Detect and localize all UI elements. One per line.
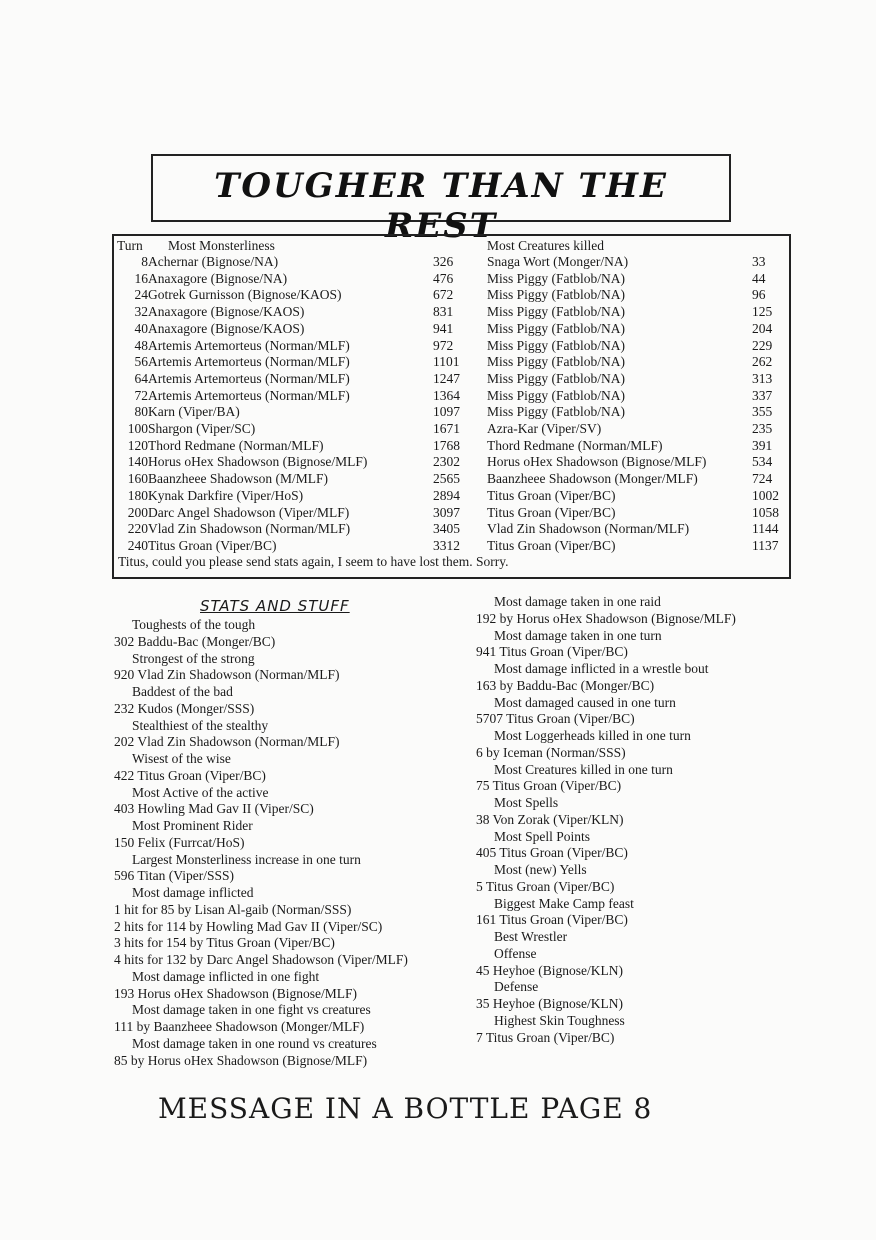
monsterliness-name-cell: Artemis Artemorteus (Norman/MLF): [148, 354, 350, 370]
creatures-value-cell: 1002: [752, 487, 779, 503]
stat-category: Most damage taken in one raid: [494, 594, 661, 609]
creatures-name-cell: Miss Piggy (Fatblob/NA): [487, 387, 626, 403]
monsterliness-name-cell: Anaxagore (Bignose/KAOS): [148, 304, 305, 320]
monsterliness-value-cell: 1671: [433, 421, 460, 436]
monsterliness-name-cell: Baanzheee Shadowson (M/MLF): [148, 471, 328, 487]
stat-entry: 38 Von Zorak (Viper/KLN): [476, 811, 624, 827]
monsterliness-name-cell: Anaxagore (Bignose/NA): [148, 270, 288, 286]
stat-category: Most (new) Yells: [494, 862, 587, 877]
monsterliness-name-cell: Artemis Artemorteus (Norman/MLF): [148, 387, 350, 403]
creatures-value-cell: 44: [752, 270, 766, 286]
table-row: [114, 488, 789, 504]
creatures-value-cell: 229: [752, 337, 773, 353]
stat-entry: 85 by Horus oHex Shadowson (Bignose/MLF): [114, 1052, 368, 1068]
stat-category: Most Active of the active: [132, 784, 269, 800]
monsterliness-value-cell: 1101: [433, 354, 460, 370]
stat-category: Most damage taken in one turn: [494, 627, 662, 643]
creatures-name-cell: Thord Redmane (Norman/MLF): [487, 437, 663, 453]
table-row: [114, 421, 789, 437]
monsterliness-name-cell: Thord Redmane (Norman/MLF): [148, 437, 324, 453]
turn-cell: 160: [127, 471, 148, 487]
turn-cell: 72: [134, 387, 148, 403]
table-row: [114, 454, 789, 470]
stat-entry: 163 by Baddu-Bac (Monger/BC): [476, 677, 655, 693]
turn-cell: 56: [134, 354, 148, 370]
monsterliness-value-cell: 3312: [433, 537, 460, 553]
monsterliness-name-cell: Gotrek Gurnisson (Bignose/KAOS): [148, 287, 342, 303]
table-row: [114, 287, 789, 303]
creatures-name-cell: Miss Piggy (Fatblob/NA): [487, 304, 626, 320]
table-row: [114, 388, 789, 404]
creatures-name-cell: Miss Piggy (Fatblob/NA): [487, 270, 626, 286]
table-header-row: [114, 238, 789, 254]
creatures-name-cell: Miss Piggy (Fatblob/NA): [487, 354, 626, 370]
table-row: [114, 354, 789, 370]
creatures-value-cell: 235: [752, 421, 773, 436]
monsterliness-value-cell: 672: [433, 287, 454, 303]
turn-cell: 240: [127, 537, 148, 553]
stat-category: Most Spells: [494, 795, 559, 810]
stat-entry: 5 Titus Groan (Viper/BC): [476, 878, 615, 894]
stat-category: Most damaged caused in one turn: [494, 694, 676, 710]
turn-cell: 48: [134, 337, 148, 353]
page-title: TOUGHER THAN THE REST: [214, 166, 668, 246]
stat-entry: 232 Kudos (Monger/SSS): [114, 700, 255, 716]
stat-category: Baddest of the bad: [132, 684, 233, 699]
table-footnote: Titus, could you please send stats again, I seem to have lost them. Sorry.: [118, 554, 509, 569]
table-row: [114, 304, 789, 320]
turn-cell: 64: [134, 370, 148, 386]
creatures-value-cell: 724: [752, 471, 773, 487]
turn-cell: 80: [134, 404, 148, 420]
stat-category: Most damage inflicted: [132, 885, 254, 900]
stat-category: Biggest Make Camp feast: [494, 895, 634, 911]
stat-category: Toughests of the tough: [132, 617, 256, 632]
table-row: [114, 321, 789, 337]
monsterliness-name-cell: Anaxagore (Bignose/KAOS): [148, 320, 305, 336]
monsterliness-value-cell: 1097: [433, 404, 460, 420]
creatures-name-cell: Titus Groan (Viper/BC): [487, 504, 616, 520]
monsterliness-name-cell: Darc Angel Shadowson (Viper/MLF): [148, 504, 350, 520]
stat-entry: 6 by Iceman (Norman/SSS): [476, 744, 626, 760]
monsterliness-name-cell: Achernar (Bignose/NA): [148, 254, 279, 269]
creatures-value-cell: 33: [752, 254, 766, 269]
stat-entry: 941 Titus Groan (Viper/BC): [476, 644, 628, 660]
stat-entry: 403 Howling Mad Gav II (Viper/SC): [114, 801, 314, 817]
stat-category: Stealthiest of the stealthy: [132, 717, 269, 733]
creatures-name-cell: Miss Piggy (Fatblob/NA): [487, 404, 626, 420]
stat-category: Most damage inflicted in a wrestle bout: [494, 661, 709, 676]
monsterliness-value-cell: 326: [433, 254, 454, 269]
stat-category: Highest Skin Toughness: [494, 1012, 625, 1028]
stat-entry: 161 Titus Groan (Viper/BC): [476, 912, 628, 928]
table-row: [114, 271, 789, 287]
monsterliness-name-cell: Kynak Darkfire (Viper/HoS): [148, 487, 304, 503]
monsterliness-value-cell: 2302: [433, 454, 460, 470]
monsterliness-name-cell: Karn (Viper/BA): [148, 404, 240, 420]
monsterliness-name-cell: Titus Groan (Viper/BC): [148, 537, 277, 553]
turn-cell: 40: [134, 320, 148, 336]
table-row: [114, 538, 789, 554]
stat-entry: 2 hits for 114 by Howling Mad Gav II (Viper/SC): [114, 918, 383, 934]
stat-entry: 111 by Baanzheee Shadowson (Monger/MLF): [114, 1019, 365, 1034]
creatures-value-cell: 313: [752, 370, 773, 386]
table-row: [114, 438, 789, 454]
monsterliness-name-cell: Artemis Artemorteus (Norman/MLF): [148, 337, 350, 353]
creatures-value-cell: 96: [752, 287, 766, 303]
stat-category: Most damage taken in one round vs creatures: [132, 1035, 377, 1051]
stat-entry: 150 Felix (Furrcat/HoS): [114, 834, 245, 850]
creatures-name-cell: Titus Groan (Viper/BC): [487, 537, 616, 553]
creatures-value-cell: 1144: [752, 521, 779, 537]
monsterliness-value-cell: 831: [433, 304, 454, 320]
turn-header: Turn: [117, 238, 143, 253]
stat-category: Largest Monsterliness increase in one turn: [132, 851, 361, 867]
stat-category: Most Prominent Rider: [132, 818, 253, 833]
monsterliness-header: Most Monsterliness: [168, 238, 275, 253]
creatures-value-cell: 262: [752, 354, 773, 370]
monsterliness-value-cell: 1768: [433, 437, 460, 453]
table-row: [114, 254, 789, 270]
turn-cell: 120: [127, 437, 148, 453]
creatures-value-cell: 1137: [752, 537, 779, 553]
creatures-name-cell: Snaga Wort (Monger/NA): [487, 254, 629, 269]
turn-cell: 16: [134, 270, 148, 286]
monsterliness-name-cell: Shargon (Viper/SC): [148, 421, 256, 436]
table-row: [114, 521, 789, 537]
turn-cell: 180: [127, 487, 148, 503]
table-row: [114, 505, 789, 521]
creatures-name-cell: Vlad Zin Shadowson (Norman/MLF): [487, 521, 690, 537]
stat-category: Most damage inflicted in one fight: [132, 968, 320, 984]
stat-entry: 4 hits for 132 by Darc Angel Shadowson (Viper/MLF): [114, 952, 408, 967]
monsterliness-value-cell: 3405: [433, 521, 460, 537]
monsterliness-value-cell: 476: [433, 270, 454, 286]
stat-category: Strongest of the strong: [132, 650, 255, 666]
creatures-name-cell: Miss Piggy (Fatblob/NA): [487, 337, 626, 353]
stats-right-column: [476, 594, 736, 1046]
creatures-value-cell: 337: [752, 387, 773, 403]
monsterliness-value-cell: 3097: [433, 504, 460, 520]
creatures-value-cell: 391: [752, 437, 773, 453]
turn-cell: 24: [134, 287, 148, 303]
monsterliness-name-cell: Vlad Zin Shadowson (Norman/MLF): [148, 521, 351, 537]
turn-cell: 220: [127, 521, 148, 537]
stat-entry: 1 hit for 85 by Lisan Al-gaib (Norman/SSS): [114, 901, 352, 917]
monsterliness-value-cell: 941: [433, 320, 454, 336]
turn-cell: 200: [127, 504, 148, 520]
stat-entry: 920 Vlad Zin Shadowson (Norman/MLF): [114, 667, 340, 683]
stat-category: Wisest of the wise: [132, 751, 231, 766]
monsterliness-value-cell: 2565: [433, 471, 460, 487]
monsterliness-value-cell: 1364: [433, 387, 460, 403]
stat-category: Best Wrestler: [494, 929, 568, 944]
stat-entry: 302 Baddu-Bac (Monger/BC): [114, 633, 276, 649]
monsterliness-value-cell: 972: [433, 337, 454, 353]
stat-entry: 596 Titan (Viper/SSS): [114, 868, 234, 884]
creatures-name-cell: Miss Piggy (Fatblob/NA): [487, 287, 626, 303]
stat-entry: 193 Horus oHex Shadowson (Bignose/MLF): [114, 985, 357, 1001]
turn-cell: 140: [127, 454, 148, 470]
turn-cell: 32: [134, 304, 148, 320]
monsterliness-value-cell: 1247: [433, 370, 460, 386]
creatures-value-cell: 125: [752, 304, 773, 320]
monsterliness-value-cell: 2894: [433, 487, 460, 503]
monsterliness-name-cell: Horus oHex Shadowson (Bignose/MLF): [148, 454, 368, 470]
creatures-value-cell: 355: [752, 404, 773, 420]
table-row: [114, 404, 789, 420]
stat-category: Offense: [494, 945, 537, 961]
table-row: [114, 338, 789, 354]
turn-cell: 8: [141, 254, 148, 269]
creatures-value-cell: 1058: [752, 504, 779, 520]
monsterliness-name-cell: Artemis Artemorteus (Norman/MLF): [148, 370, 350, 386]
table-row: [114, 371, 789, 387]
creatures-name-cell: Miss Piggy (Fatblob/NA): [487, 370, 626, 386]
creatures-name-cell: Azra-Kar (Viper/SV): [487, 421, 602, 436]
stat-entry: 35 Heyhoe (Bignose/KLN): [476, 996, 623, 1011]
stat-entry: 192 by Horus oHex Shadowson (Bignose/MLF): [476, 610, 736, 626]
stat-category: Most damage taken in one fight vs creatures: [132, 1002, 371, 1018]
stat-entry: 3 hits for 154 by Titus Groan (Viper/BC): [114, 935, 335, 951]
stat-entry: 202 Vlad Zin Shadowson (Norman/MLF): [114, 734, 340, 750]
creatures-value-cell: 204: [752, 320, 773, 336]
page-footer: MESSAGE IN A BOTTLE PAGE 8: [158, 1092, 653, 1125]
stat-category: Most Creatures killed in one turn: [494, 761, 673, 777]
turn-cell: 100: [127, 421, 148, 436]
creatures-value-cell: 534: [752, 454, 773, 470]
stat-entry: 75 Titus Groan (Viper/BC): [476, 778, 622, 794]
creatures-name-cell: Horus oHex Shadowson (Bignose/MLF): [487, 454, 707, 470]
stat-entry: 422 Titus Groan (Viper/BC): [114, 767, 266, 783]
stat-category: Most Loggerheads killed in one turn: [494, 728, 691, 743]
stat-entry: 405 Titus Groan (Viper/BC): [476, 845, 628, 861]
creatures-name-cell: Baanzheee Shadowson (Monger/MLF): [487, 471, 698, 487]
creatures-name-cell: Miss Piggy (Fatblob/NA): [487, 320, 626, 336]
creatures-killed-header: Most Creatures killed: [487, 238, 604, 253]
stat-entry: 45 Heyhoe (Bignose/KLN): [476, 962, 623, 978]
stat-category: Defense: [494, 979, 539, 995]
stat-entry: 7 Titus Groan (Viper/BC): [476, 1029, 615, 1045]
creatures-name-cell: Titus Groan (Viper/BC): [487, 487, 616, 503]
stats-title: STATS AND STUFF: [200, 597, 350, 615]
stat-entry: 5707 Titus Groan (Viper/BC): [476, 711, 635, 727]
stat-category: Most Spell Points: [494, 828, 591, 844]
results-table: [112, 234, 791, 579]
stats-left-column: [114, 617, 408, 1069]
table-row: [114, 471, 789, 487]
